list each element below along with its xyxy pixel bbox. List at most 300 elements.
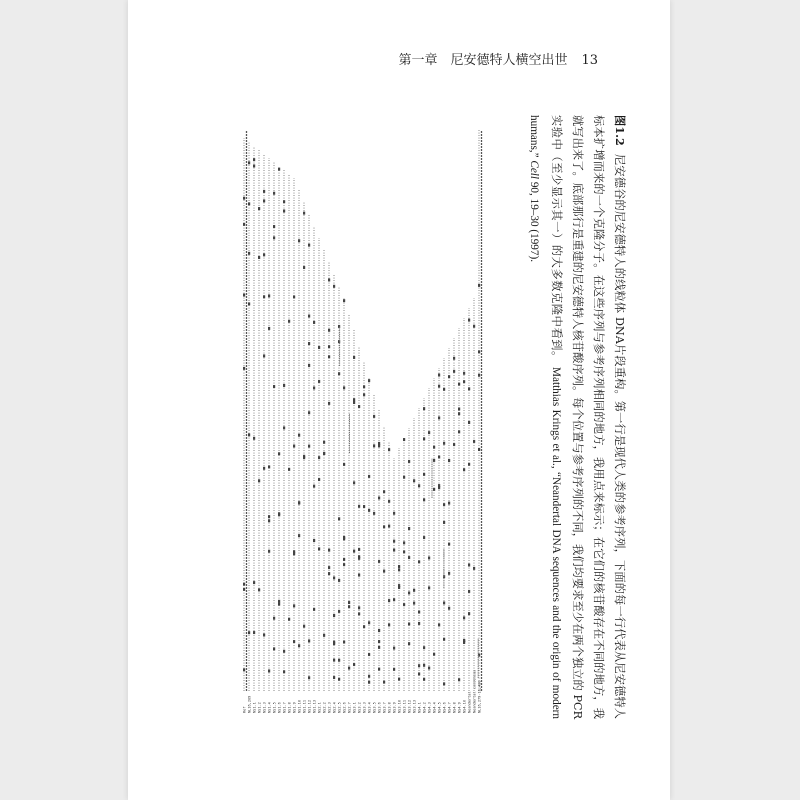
- nucleotide-difference-mark: [293, 604, 295, 607]
- nucleotide-difference-mark: [418, 484, 420, 487]
- nucleotide-difference-mark: [363, 625, 365, 628]
- nucleotide-difference-mark: [323, 441, 325, 444]
- nucleotide-difference-mark: [353, 401, 355, 404]
- nucleotide-difference-mark: [328, 566, 330, 569]
- nucleotide-difference-mark: [353, 398, 355, 401]
- nucleotide-difference-mark: [313, 321, 315, 324]
- nucleotide-difference-mark: [403, 541, 405, 544]
- sequence-row: [358, 346, 362, 713]
- nucleotide-difference-mark: [378, 629, 380, 632]
- nucleotide-difference-mark: [423, 646, 425, 649]
- nucleotide-difference-mark: [478, 350, 480, 353]
- sequence-row: [408, 428, 412, 713]
- sequence-row: [448, 348, 452, 713]
- sequence-row: [353, 330, 357, 713]
- sequence-row: [323, 250, 327, 713]
- nucleotide-difference-mark: [333, 642, 335, 645]
- nucleotide-difference-mark: [343, 463, 345, 466]
- nucleotide-difference-mark: [273, 236, 275, 239]
- nucleotide-difference-mark: [403, 603, 405, 606]
- sequence-row: [423, 398, 427, 713]
- nucleotide-difference-mark: [243, 294, 245, 297]
- nucleotide-difference-mark: [248, 433, 250, 436]
- nucleotide-difference-mark: [268, 669, 270, 672]
- nucleotide-difference-mark: [408, 622, 410, 625]
- nucleotide-difference-mark: [408, 460, 410, 463]
- nucleotide-difference-mark: [453, 443, 455, 446]
- nucleotide-difference-mark: [388, 500, 390, 503]
- nucleotide-difference-mark: [258, 479, 260, 482]
- nucleotide-difference-mark: [243, 588, 245, 591]
- sequence-row: [303, 202, 307, 713]
- nucleotide-difference-mark: [283, 384, 285, 387]
- nucleotide-difference-mark: [463, 380, 465, 383]
- nucleotide-difference-mark: [323, 634, 325, 637]
- sequence-row-label: NS1.1: [252, 702, 257, 713]
- nucleotide-difference-mark: [473, 567, 475, 570]
- nucleotide-difference-mark: [278, 168, 280, 171]
- nucleotide-difference-mark: [268, 550, 270, 553]
- nucleotide-difference-mark: [288, 320, 290, 323]
- sequence-row-label: NS2.6: [342, 702, 347, 713]
- nucleotide-difference-mark: [328, 549, 330, 552]
- nucleotide-difference-mark: [333, 614, 335, 617]
- sequence-row-label: NS2.2: [322, 702, 327, 713]
- nucleotide-difference-mark: [418, 622, 420, 625]
- nucleotide-difference-mark: [443, 638, 445, 641]
- nucleotide-difference-mark: [263, 295, 265, 298]
- sequence-row-label: NS1.9: [292, 702, 297, 713]
- sequence-row-label: NS4.9: [457, 702, 462, 713]
- nucleotide-difference-mark: [358, 405, 360, 408]
- sequence-row: [363, 362, 367, 713]
- nucleotide-difference-mark: [343, 641, 345, 644]
- nucleotide-difference-mark: [253, 437, 255, 440]
- nucleotide-difference-mark: [328, 278, 330, 281]
- nucleotide-difference-mark: [393, 549, 395, 552]
- nucleotide-difference-mark: [368, 379, 370, 382]
- nucleotide-difference-mark: [443, 521, 445, 524]
- nucleotide-difference-mark: [338, 372, 340, 375]
- sequence-row: [453, 338, 457, 713]
- nucleotide-difference-mark: [453, 370, 455, 373]
- sequence-row: [333, 274, 337, 713]
- sequence-row: [348, 314, 352, 713]
- nucleotide-difference-mark: [333, 659, 335, 662]
- nucleotide-difference-mark: [338, 517, 340, 520]
- sequence-row-label: NS3.3: [362, 702, 367, 713]
- nucleotide-difference-mark: [463, 372, 465, 375]
- nucleotide-difference-mark: [373, 512, 375, 515]
- nucleotide-difference-mark: [348, 667, 350, 670]
- nucleotide-difference-mark: [463, 468, 465, 471]
- sequence-row: [378, 410, 382, 713]
- nucleotide-difference-mark: [338, 610, 340, 613]
- sequence-row-label: NS3.6: [377, 702, 382, 713]
- caption-journal: Cell: [528, 160, 540, 180]
- sequence-row-label: NS3.1: [352, 702, 357, 713]
- nucleotide-difference-mark: [398, 568, 400, 571]
- nucleotide-difference-mark: [313, 485, 315, 488]
- nucleotide-difference-mark: [358, 557, 360, 560]
- sequence-row-label: NS2.5: [337, 702, 342, 713]
- sequence-row: [413, 418, 417, 713]
- nucleotide-difference-mark: [353, 550, 355, 553]
- nucleotide-difference-mark: [263, 634, 265, 637]
- sequence-row-label: NS2.1: [317, 702, 322, 713]
- nucleotide-difference-mark: [363, 393, 365, 396]
- nucleotide-difference-mark: [473, 325, 475, 328]
- nucleotide-difference-mark: [243, 668, 245, 671]
- nucleotide-difference-mark: [293, 640, 295, 643]
- nucleotide-difference-mark: [308, 411, 310, 414]
- nucleotide-difference-mark: [343, 563, 345, 566]
- nucleotide-difference-mark: [308, 676, 310, 679]
- nucleotide-difference-mark: [303, 266, 305, 269]
- nucleotide-difference-mark: [443, 442, 445, 445]
- nucleotide-difference-mark: [398, 584, 400, 587]
- nucleotide-difference-mark: [428, 667, 430, 670]
- nucleotide-difference-mark: [398, 678, 400, 681]
- nucleotide-difference-mark: [278, 512, 280, 515]
- nucleotide-difference-mark: [353, 663, 355, 666]
- sequence-row: [253, 146, 257, 713]
- chapter-title: 第一章 尼安德特人横空出世: [398, 53, 568, 68]
- sequence-row: [398, 448, 402, 713]
- nucleotide-difference-mark: [293, 444, 295, 447]
- nucleotide-difference-mark: [298, 644, 300, 647]
- nucleotide-difference-mark: [433, 653, 435, 656]
- nucleotide-difference-mark: [263, 199, 265, 202]
- sequence-row: [258, 150, 262, 713]
- nucleotide-difference-mark: [438, 456, 440, 459]
- nucleotide-difference-mark: [263, 190, 265, 193]
- sequence-row-label: NS1.11: [302, 700, 307, 713]
- sequence-row: [373, 394, 377, 713]
- nucleotide-difference-mark: [318, 478, 320, 481]
- nucleotide-difference-mark: [268, 294, 270, 297]
- nucleotide-difference-mark: [283, 426, 285, 429]
- sequence-row-label: NS4.5: [437, 702, 442, 713]
- nucleotide-difference-mark: [328, 355, 330, 358]
- nucleotide-difference-mark: [273, 225, 275, 228]
- nucleotide-difference-mark: [458, 412, 460, 415]
- nucleotide-difference-mark: [448, 375, 450, 378]
- nucleotide-difference-mark: [253, 164, 255, 167]
- sequence-row-label: NS4.6: [442, 702, 447, 713]
- sequence-row: [283, 170, 287, 713]
- nucleotide-difference-mark: [293, 295, 295, 298]
- nucleotide-difference-mark: [263, 467, 265, 470]
- nucleotide-difference-mark: [368, 653, 370, 656]
- book-page: [128, 0, 670, 800]
- sequence-row-label: NS4.7: [447, 702, 452, 713]
- nucleotide-difference-mark: [388, 599, 390, 602]
- nucleotide-difference-mark: [473, 440, 475, 443]
- nucleotide-difference-mark: [268, 465, 270, 468]
- nucleotide-difference-mark: [358, 606, 360, 609]
- sequence-row: [418, 408, 422, 713]
- sequence-row-label: NL16,209: [247, 695, 252, 713]
- nucleotide-difference-mark: [468, 387, 470, 390]
- nucleotide-difference-mark: [243, 223, 245, 226]
- nucleotide-difference-mark: [433, 488, 435, 491]
- nucleotide-difference-mark: [258, 588, 260, 591]
- nucleotide-difference-mark: [438, 486, 440, 489]
- nucleotide-difference-mark: [328, 329, 330, 332]
- nucleotide-difference-mark: [408, 527, 410, 530]
- sequence-row: [293, 178, 297, 713]
- nucleotide-difference-mark: [308, 639, 310, 642]
- nucleotide-difference-mark: [358, 574, 360, 577]
- nucleotide-difference-mark: [433, 459, 435, 462]
- nucleotide-difference-mark: [398, 565, 400, 568]
- nucleotide-difference-mark: [368, 621, 370, 624]
- nucleotide-difference-mark: [303, 625, 305, 628]
- sequence-row: [428, 388, 432, 713]
- nucleotide-difference-mark: [418, 664, 420, 667]
- nucleotide-difference-mark: [408, 642, 410, 645]
- nucleotide-difference-mark: [323, 452, 325, 455]
- nucleotide-difference-mark: [408, 591, 410, 594]
- sequence-row: [248, 142, 252, 713]
- sequence-row: [443, 358, 447, 713]
- nucleotide-difference-mark: [403, 438, 405, 441]
- nucleotide-difference-mark: [248, 252, 250, 255]
- sequence-row: [288, 174, 292, 713]
- nucleotide-difference-mark: [458, 383, 460, 386]
- nucleotide-difference-mark: [458, 407, 460, 410]
- sequence-row-label: NS1.4: [267, 702, 272, 713]
- nucleotide-difference-mark: [393, 647, 395, 650]
- sequence-row-label: NS1.13: [312, 700, 317, 713]
- sequence-row: [383, 426, 387, 713]
- nucleotide-difference-mark: [358, 548, 360, 551]
- sequence-row: [308, 214, 312, 713]
- nucleotide-difference-mark: [308, 364, 310, 367]
- sequence-row-label: NS4.1: [417, 702, 422, 713]
- sequence-row-label: NS1.6: [277, 702, 282, 713]
- nucleotide-difference-mark: [423, 407, 425, 410]
- running-header: [398, 49, 598, 68]
- nucleotide-difference-mark: [463, 616, 465, 619]
- nucleotide-difference-mark: [423, 437, 425, 440]
- sequence-row: [473, 298, 477, 713]
- nucleotide-difference-mark: [248, 302, 250, 305]
- nucleotide-difference-mark: [388, 623, 390, 626]
- nucleotide-difference-mark: [423, 678, 425, 681]
- nucleotide-difference-mark: [308, 244, 310, 247]
- nucleotide-difference-mark: [288, 618, 290, 621]
- nucleotide-difference-mark: [478, 448, 480, 451]
- sequence-row-label: NS4.3: [427, 702, 432, 713]
- nucleotide-difference-mark: [478, 374, 480, 377]
- nucleotide-difference-mark: [328, 402, 330, 405]
- sequence-row-label: NS4.4: [432, 702, 437, 713]
- nucleotide-difference-mark: [443, 601, 445, 604]
- nucleotide-difference-mark: [298, 239, 300, 242]
- nucleotide-difference-mark: [293, 550, 295, 553]
- sequence-row-label: NS1.3: [262, 702, 267, 713]
- nucleotide-difference-mark: [308, 445, 310, 448]
- nucleotide-difference-mark: [428, 586, 430, 589]
- nucleotide-difference-mark: [438, 374, 440, 377]
- nucleotide-difference-mark: [338, 678, 340, 681]
- nucleotide-difference-mark: [468, 421, 470, 424]
- nucleotide-difference-mark: [353, 356, 355, 359]
- sequence-row-label: NS1.12: [307, 700, 312, 713]
- nucleotide-difference-mark: [248, 161, 250, 164]
- sequence-row: [263, 154, 267, 713]
- nucleotide-difference-mark: [403, 476, 405, 479]
- sequence-row-label: NS2.4: [332, 702, 337, 713]
- nucleotide-difference-mark: [308, 315, 310, 318]
- nucleotide-difference-mark: [318, 456, 320, 459]
- nucleotide-difference-mark: [348, 605, 350, 608]
- nucleotide-difference-mark: [313, 539, 315, 542]
- sequence-row: [403, 438, 407, 713]
- nucleotide-difference-mark: [243, 197, 245, 200]
- sequence-row-label: NS3.11: [402, 700, 407, 713]
- nucleotide-difference-mark: [453, 357, 455, 360]
- nucleotide-difference-mark: [378, 560, 380, 563]
- nucleotide-difference-mark: [413, 602, 415, 605]
- sequence-row: [438, 368, 442, 713]
- sequence-row: [273, 162, 277, 713]
- nucleotide-difference-mark: [423, 536, 425, 539]
- sequence-row: [433, 378, 437, 713]
- sequence-row: [343, 298, 347, 713]
- sequence-row-label: Ref: [242, 706, 247, 713]
- nucleotide-difference-mark: [423, 473, 425, 476]
- nucleotide-difference-mark: [253, 631, 255, 634]
- sequence-row-label: NS1.10: [297, 700, 302, 713]
- sequence-row: [388, 442, 392, 713]
- sequence-row-label: NS4.2: [422, 702, 427, 713]
- nucleotide-difference-mark: [368, 475, 370, 478]
- nucleotide-difference-mark: [438, 623, 440, 626]
- nucleotide-difference-mark: [408, 556, 410, 559]
- sequence-row-label: NS3.10: [397, 700, 402, 713]
- nucleotide-difference-mark: [258, 207, 260, 210]
- nucleotide-difference-mark: [318, 547, 320, 550]
- sequence-row-label: NS2.7: [347, 702, 352, 713]
- nucleotide-difference-mark: [438, 416, 440, 419]
- nucleotide-difference-mark: [318, 380, 320, 383]
- sequence-row: [463, 318, 467, 713]
- nucleotide-difference-mark: [468, 590, 470, 593]
- nucleotide-difference-mark: [368, 509, 370, 512]
- nucleotide-difference-mark: [393, 540, 395, 543]
- nucleotide-difference-mark: [378, 668, 380, 671]
- nucleotide-difference-mark: [393, 512, 395, 515]
- nucleotide-difference-mark: [448, 607, 450, 610]
- sequence-row-label: NS3.9: [392, 702, 397, 713]
- nucleotide-difference-mark: [418, 672, 420, 675]
- sequence-row-label: NS3.4: [367, 702, 372, 713]
- nucleotide-difference-mark: [363, 505, 365, 508]
- nucleotide-difference-mark: [428, 431, 430, 434]
- sequence-row: [393, 458, 397, 713]
- caption-citation: 90, 19–30 (1997).: [528, 179, 540, 262]
- nucleotide-difference-mark: [468, 319, 470, 322]
- nucleotide-difference-mark: [338, 579, 340, 582]
- nucleotide-difference-mark: [243, 367, 245, 370]
- sequence-row-label: NS3.2: [357, 702, 362, 713]
- figure-caption: [523, 115, 630, 719]
- nucleotide-difference-mark: [458, 678, 460, 681]
- caption-label: 图1.2: [613, 115, 627, 146]
- nucleotide-difference-mark: [393, 668, 395, 671]
- nucleotide-difference-mark: [468, 463, 470, 466]
- sequence-row-label: NS3.8: [387, 702, 392, 713]
- nucleotide-difference-mark: [278, 452, 280, 455]
- sequence-row-label: Neandertal consensus: [472, 669, 477, 713]
- nucleotide-difference-mark: [283, 650, 285, 653]
- nucleotide-difference-mark: [428, 556, 430, 559]
- nucleotide-difference-mark: [368, 681, 370, 684]
- nucleotide-difference-mark: [343, 386, 345, 389]
- sequence-row: [298, 190, 302, 713]
- nucleotide-difference-mark: [468, 612, 470, 615]
- nucleotide-difference-mark: [248, 631, 250, 634]
- nucleotide-difference-mark: [438, 385, 440, 388]
- nucleotide-difference-mark: [283, 200, 285, 203]
- nucleotide-difference-mark: [263, 354, 265, 357]
- nucleotide-difference-mark: [298, 434, 300, 437]
- nucleotide-difference-mark: [413, 479, 415, 482]
- nucleotide-difference-mark: [328, 345, 330, 348]
- sequence-row-label: NS1.8: [287, 702, 292, 713]
- sequence-row-label: Neandertal: [467, 691, 472, 713]
- nucleotide-difference-mark: [458, 430, 460, 433]
- sequence-row: [278, 166, 282, 713]
- nucleotide-difference-mark: [268, 327, 270, 330]
- nucleotide-difference-mark: [273, 647, 275, 650]
- sequence-row: [328, 262, 332, 713]
- nucleotide-difference-mark: [388, 448, 390, 451]
- nucleotide-difference-mark: [358, 505, 360, 508]
- nucleotide-difference-mark: [413, 589, 415, 592]
- sequence-row: [478, 130, 482, 713]
- nucleotide-difference-mark: [328, 572, 330, 575]
- nucleotide-difference-mark: [303, 212, 305, 215]
- nucleotide-difference-mark: [343, 558, 345, 561]
- sequence-row-label: NS1.7: [282, 702, 287, 713]
- sequence-row: [458, 328, 462, 713]
- nucleotide-difference-mark: [353, 481, 355, 484]
- nucleotide-difference-mark: [298, 501, 300, 504]
- nucleotide-difference-mark: [248, 202, 250, 205]
- nucleotide-difference-mark: [383, 570, 385, 573]
- nucleotide-difference-mark: [448, 502, 450, 505]
- nucleotide-difference-mark: [448, 459, 450, 462]
- nucleotide-difference-mark: [478, 284, 480, 287]
- nucleotide-difference-mark: [278, 603, 280, 606]
- nucleotide-difference-mark: [418, 611, 420, 614]
- page-number: 13: [581, 53, 598, 68]
- nucleotide-difference-mark: [283, 670, 285, 673]
- nucleotide-difference-mark: [383, 525, 385, 528]
- nucleotide-difference-mark: [278, 600, 280, 603]
- nucleotide-difference-mark: [253, 158, 255, 161]
- nucleotide-difference-mark: [423, 664, 425, 667]
- sequence-row-label: NS3.12: [407, 700, 412, 713]
- nucleotide-difference-mark: [313, 608, 315, 611]
- sequence-row-label: NS3.5: [372, 702, 377, 713]
- nucleotide-difference-mark: [283, 209, 285, 212]
- nucleotide-difference-mark: [378, 496, 380, 499]
